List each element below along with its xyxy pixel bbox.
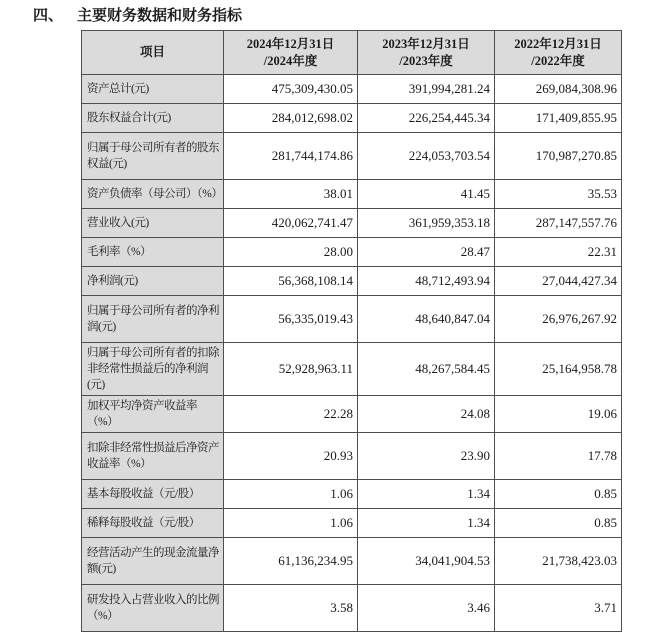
value-cell: 19.06 [495, 396, 622, 433]
period-date: 2024年12月31日 [246, 36, 335, 51]
value-cell: 224,053,703.54 [358, 133, 495, 180]
row-label: 资产负债率（母公司）（%） [82, 180, 224, 209]
value-cell: 284,012,698.02 [224, 104, 358, 133]
row-label: 稀释每股收益（元/股） [82, 509, 224, 538]
table-row-equity-parent [82, 133, 622, 180]
table-row-total-equity [82, 104, 622, 133]
value-cell: 1.34 [358, 480, 495, 509]
table-row-basic-eps [82, 480, 622, 509]
value-cell: 17.78 [495, 433, 622, 480]
value-cell: 3.46 [358, 585, 495, 632]
value-cell: 1.06 [224, 509, 358, 538]
table-row-gross-margin [82, 238, 622, 267]
table-row-net-profit [82, 267, 622, 296]
value-cell: 475,309,430.05 [224, 75, 358, 104]
table-row-diluted-eps [82, 509, 622, 538]
value-cell: 56,368,108.14 [224, 267, 358, 296]
period-year: /2023年度 [399, 53, 453, 68]
row-label: 资产总计(元) [82, 75, 224, 104]
value-cell: 48,267,584.45 [358, 343, 495, 396]
value-cell: 0.85 [495, 480, 622, 509]
table-row-operating-cash-flow [82, 538, 622, 585]
value-cell: 420,062,741.47 [224, 209, 358, 238]
row-label: 基本每股收益（元/股） [82, 480, 224, 509]
value-cell: 28.00 [224, 238, 358, 267]
section-title [33, 4, 242, 25]
value-cell: 26,976,267.92 [495, 296, 622, 343]
period-date: 2022年12月31日 [514, 36, 602, 51]
value-cell: 38.01 [224, 180, 358, 209]
row-label: 加权平均净资产收益率（%） [82, 396, 224, 433]
value-cell: 21,738,423.03 [495, 538, 622, 585]
value-cell: 24.08 [358, 396, 495, 433]
period-year: /2024年度 [263, 53, 318, 68]
financial-data-table [81, 30, 622, 632]
table-row-weighted-roe [82, 396, 622, 433]
value-cell: 56,335,019.43 [224, 296, 358, 343]
row-label: 归属于母公司所有者的净利润(元) [82, 296, 224, 343]
table-row-debt-ratio [82, 180, 622, 209]
value-cell: 287,147,557.76 [495, 209, 622, 238]
section-number: 四、 [33, 8, 64, 24]
column-header-item: 项目 [82, 31, 224, 75]
row-label: 研发投入占营业收入的比例（%） [82, 585, 224, 632]
column-header-2022 [495, 31, 622, 75]
value-cell: 171,409,855.95 [495, 104, 622, 133]
value-cell: 41.45 [358, 180, 495, 209]
column-header-2023 [358, 31, 495, 75]
table-header-row [82, 31, 622, 75]
value-cell: 22.31 [495, 238, 622, 267]
table-row-revenue [82, 209, 622, 238]
period-date: 2023年12月31日 [382, 36, 470, 51]
value-cell: 48,712,493.94 [358, 267, 495, 296]
value-cell: 35.53 [495, 180, 622, 209]
value-cell: 1.06 [224, 480, 358, 509]
value-cell: 25,164,958.78 [495, 343, 622, 396]
value-cell: 61,136,234.95 [224, 538, 358, 585]
value-cell: 226,254,445.34 [358, 104, 495, 133]
table-row-roe-deducted [82, 433, 622, 480]
value-cell: 20.93 [224, 433, 358, 480]
value-cell: 27,044,427.34 [495, 267, 622, 296]
column-header-2024 [224, 31, 358, 75]
table-row-rd-ratio [82, 585, 622, 632]
value-cell: 170,987,270.85 [495, 133, 622, 180]
value-cell: 1.34 [358, 509, 495, 538]
value-cell: 269,084,308.96 [495, 75, 622, 104]
row-label: 归属于母公司所有者的股东权益(元) [82, 133, 224, 180]
value-cell: 361,959,353.18 [358, 209, 495, 238]
value-cell: 23.90 [358, 433, 495, 480]
table-row-net-profit-deducted [82, 343, 622, 396]
row-label: 营业收入(元) [82, 209, 224, 238]
value-cell: 3.71 [495, 585, 622, 632]
value-cell: 391,994,281.24 [358, 75, 495, 104]
row-label: 毛利率（%） [82, 238, 224, 267]
row-label: 经营活动产生的现金流量净额(元) [82, 538, 224, 585]
row-label: 归属于母公司所有者的扣除非经常性损益后的净利润(元) [82, 343, 224, 396]
value-cell: 281,744,174.86 [224, 133, 358, 180]
value-cell: 22.28 [224, 396, 358, 433]
table-row-net-profit-parent [82, 296, 622, 343]
value-cell: 0.85 [495, 509, 622, 538]
section-title-text: 主要财务数据和财务指标 [77, 8, 243, 24]
value-cell: 34,041,904.53 [358, 538, 495, 585]
value-cell: 52,928,963.11 [224, 343, 358, 396]
row-label: 股东权益合计(元) [82, 104, 224, 133]
row-label: 扣除非经常性损益后净资产收益率（%） [82, 433, 224, 480]
value-cell: 48,640,847.04 [358, 296, 495, 343]
value-cell: 28.47 [358, 238, 495, 267]
value-cell: 3.58 [224, 585, 358, 632]
period-year: /2022年度 [531, 53, 585, 68]
table-row-total-assets [82, 75, 622, 104]
row-label: 净利润(元) [82, 267, 224, 296]
